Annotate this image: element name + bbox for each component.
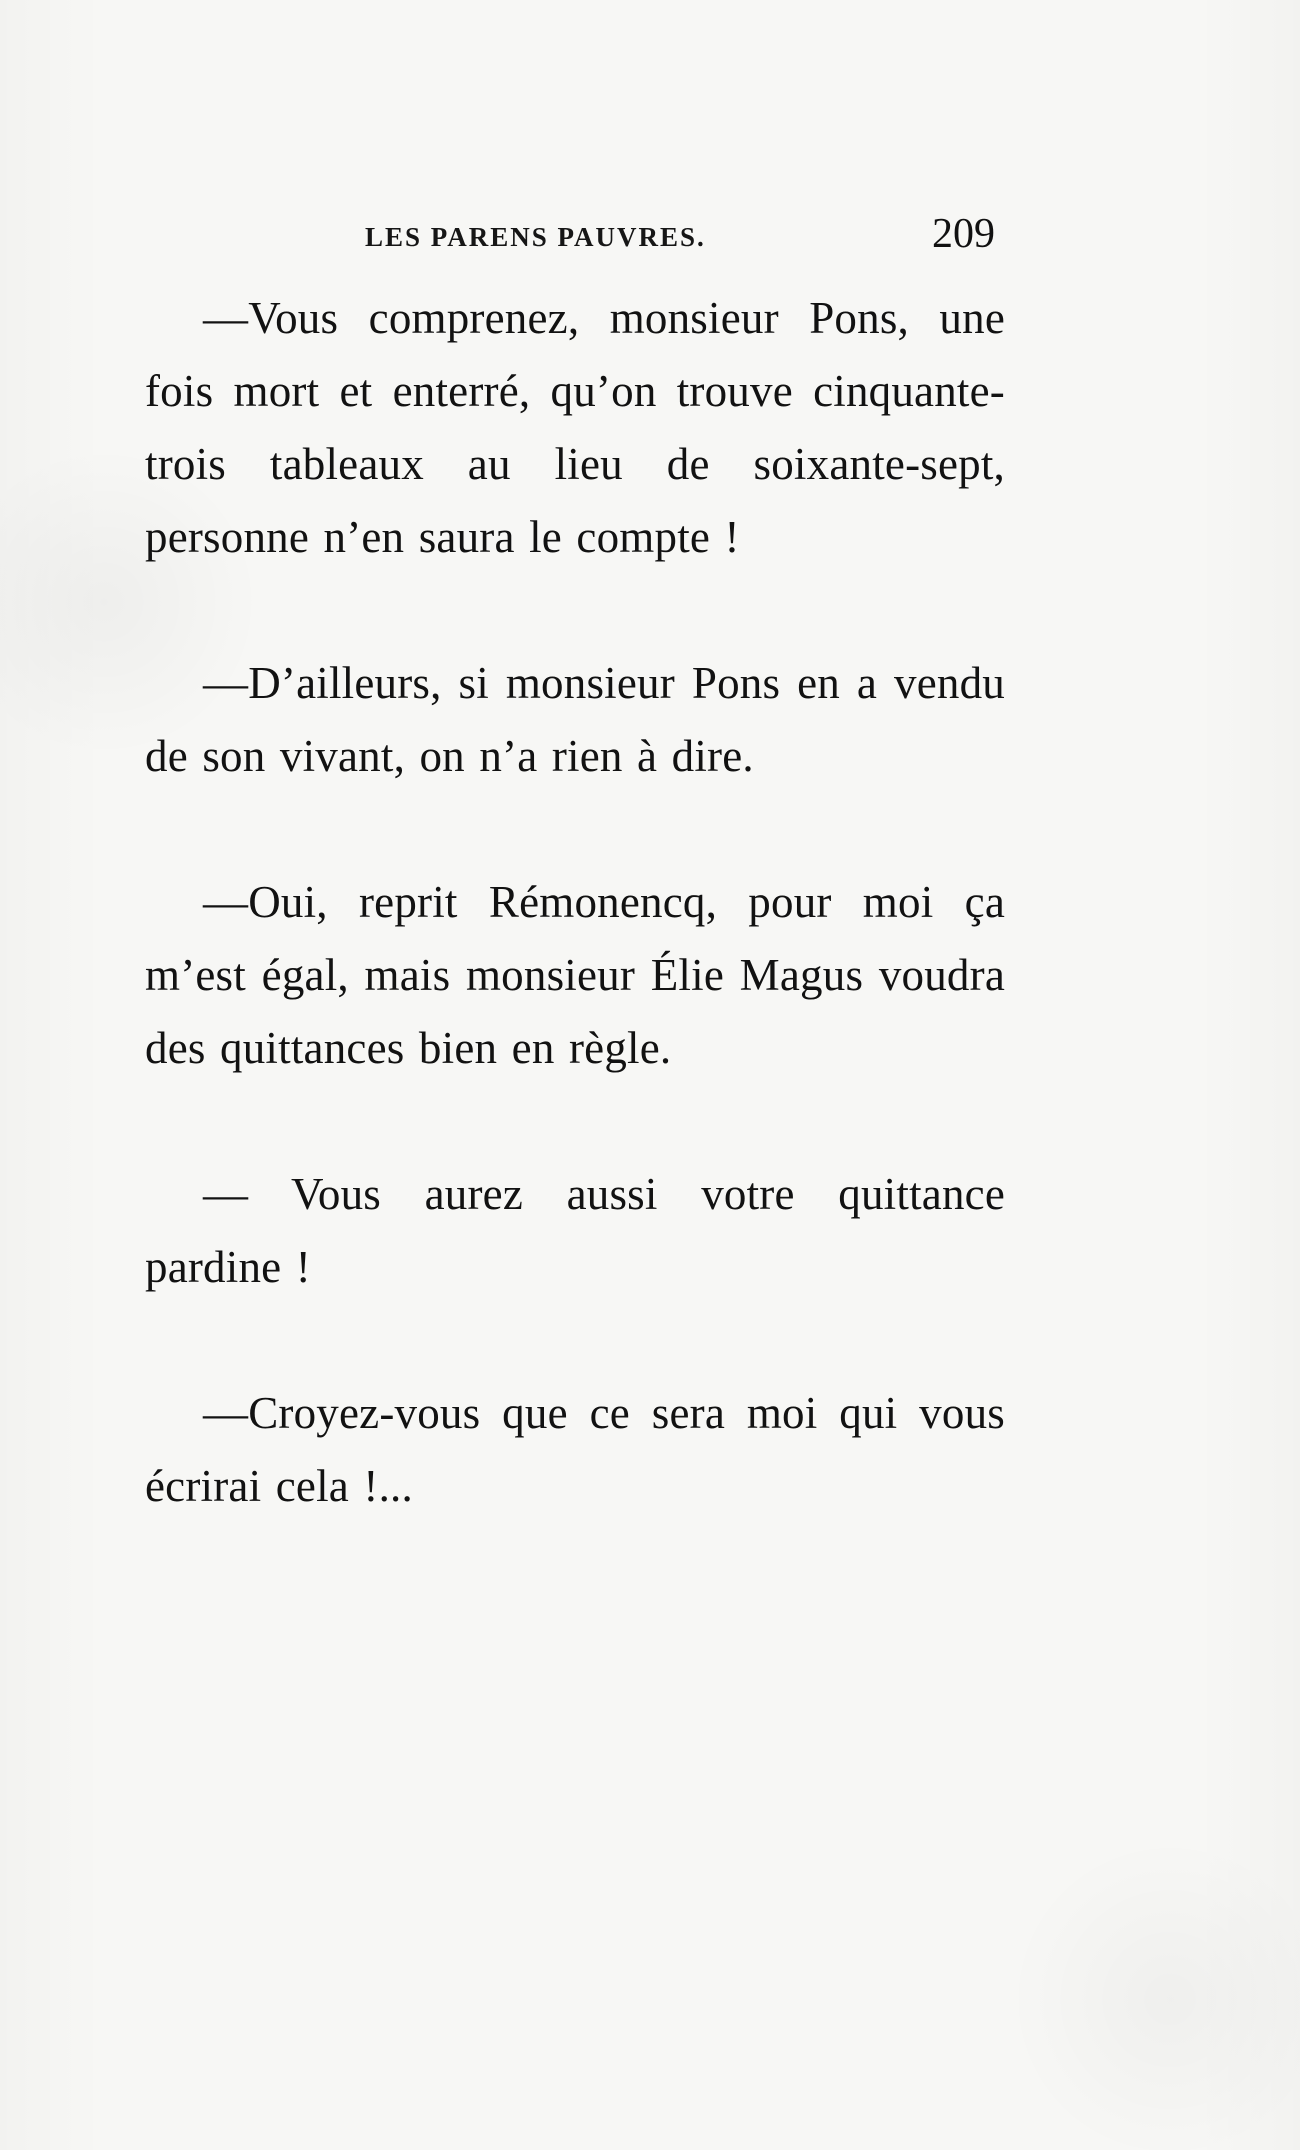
paragraph-5: —Croyez-vous que ce sera moi qui vous écrirai cela !... [145, 1388, 1005, 1511]
paragraph-4: — Vous aurez aussi votre quittance pardine ! [145, 1169, 1005, 1292]
main-text-block [145, 282, 1005, 1523]
paragraph-1: —Vous comprenez, monsieur Pons, une fois mort et enterré, qu’on trouve cinquante-trois tableaux au lieu de soixante-sept, personne n’en saura le compte ! [145, 293, 1005, 562]
paragraph-3: —Oui, reprit Rémonencq, pour moi ça m’est égal, mais monsieur Élie Magus voudra des quittances bien en règle. [145, 877, 1005, 1073]
page-number: 209 [932, 211, 995, 257]
paragraph-2: —D’ailleurs, si monsieur Pons en a vendu de son vivant, on n’a rien à dire. [145, 658, 1005, 781]
running-title: LES PARENS PAUVRES. [365, 222, 706, 252]
page-header [365, 211, 995, 266]
